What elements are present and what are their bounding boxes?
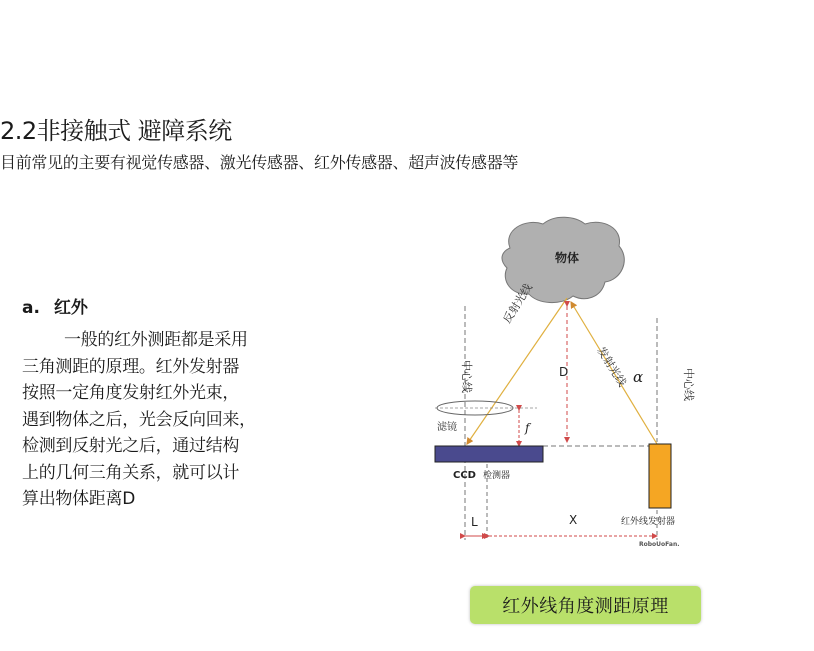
body-line: 遇到物体之后，光会反向回来，: [22, 409, 256, 430]
emitted-ray-label: 发射光线: [594, 344, 629, 389]
body-line: 算出物体距离D: [22, 489, 135, 509]
center-line-right-label: 中心线: [682, 368, 695, 401]
infrared-ranging-diagram: [425, 210, 725, 555]
x-label: X: [569, 513, 578, 527]
body-line: 按照一定角度发射红外光束，: [22, 383, 240, 403]
emitter-label: 红外线发射器: [621, 517, 676, 527]
object-label: 物体: [554, 251, 580, 265]
page-title: 2.2非接触式 避障系统: [0, 117, 232, 145]
center-line-left-label: 中心线: [460, 360, 473, 393]
ccd-detector: [435, 446, 543, 462]
diagram-watermark: RoboUoFan.: [639, 541, 680, 548]
focal-label: f: [525, 421, 530, 435]
body-line: 一般的红外测距都是采用: [64, 330, 248, 350]
angle-label: α: [633, 368, 644, 386]
detector-label: 检测器: [483, 471, 511, 481]
l-label: L: [471, 515, 478, 529]
body-line: 上的几何三角关系，就可以计: [22, 462, 240, 483]
ccd-label: CCD: [453, 470, 476, 481]
reflected-ray-label: 反射光线: [500, 281, 535, 326]
reflected-ray: [467, 298, 567, 444]
filter-label: 滤镜: [437, 422, 457, 433]
distance-label: D: [559, 365, 569, 379]
body-line: 检测到反射光之后，通过结构: [22, 436, 240, 456]
infrared-emitter: [649, 444, 671, 508]
body-line: 三角测距的原理。红外发射器: [22, 356, 240, 377]
section-heading-text: 红外: [53, 298, 88, 318]
diagram-caption: 红外线角度测距原理: [470, 586, 701, 624]
page-subtitle: 目前常见的主要有视觉传感器、激光传感器、红外传感器、超声波传感器等: [0, 153, 519, 172]
body-paragraph: [22, 327, 312, 513]
section-marker: a.: [22, 298, 40, 318]
section-heading: [22, 293, 88, 318]
